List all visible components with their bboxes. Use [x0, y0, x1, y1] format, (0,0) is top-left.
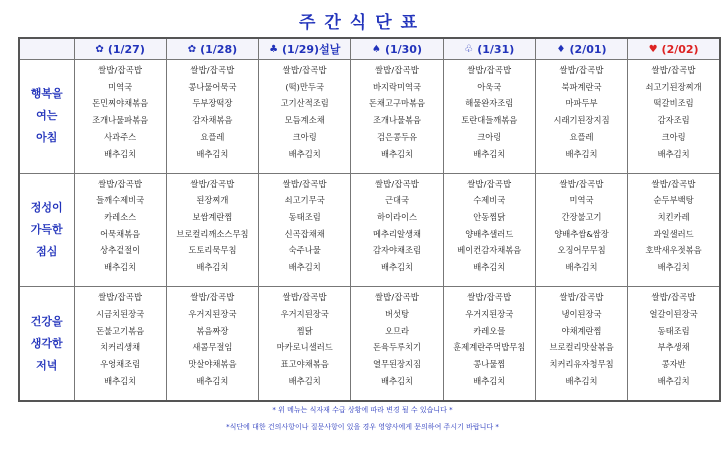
diamond-icon: ♦ — [556, 43, 566, 55]
menu-cell — [259, 287, 351, 401]
menu-item: 배추김치 — [196, 148, 229, 159]
menu-item: 카레오믈 — [473, 325, 506, 336]
menu-item: 쌀밥/잡곡밥 — [467, 65, 512, 75]
menu-item: 배추김치 — [657, 148, 690, 159]
meal-label: 행복을 여는 아침 — [19, 60, 74, 174]
menu-item: 조개나물파볶음 — [92, 115, 149, 126]
day-label: (1/30) — [384, 42, 422, 56]
menu-item: 순두부백탕 — [653, 195, 694, 206]
menu-item: 미역국 — [569, 195, 594, 206]
menu-cell — [166, 287, 258, 401]
menu-item: 마카로니샐러드 — [276, 342, 333, 353]
menu-item: 근대국 — [384, 195, 409, 206]
menu-item: 동태조림 — [288, 212, 321, 223]
menu-item: 베이컨감자채볶음 — [457, 245, 522, 256]
menu-cell — [443, 60, 535, 174]
menu-item: 배추김치 — [565, 262, 598, 273]
day-header — [628, 38, 720, 60]
menu-cell — [351, 60, 443, 174]
menu-item: 쌀밥/잡곡밥 — [467, 292, 512, 303]
menu-item: 콩자반 — [661, 359, 686, 370]
menu-item: 얼갈이된장국 — [649, 308, 698, 319]
menu-item: 쌀밥/잡곡밥 — [559, 178, 604, 189]
menu-item: 시금치된장국 — [96, 308, 145, 319]
menu-item: 토란대들깨볶음 — [461, 115, 518, 126]
menu-item: 새콤무절임 — [192, 342, 233, 353]
menu-item: 버섯탕 — [384, 308, 409, 319]
menu-item: 떡갈비조림 — [653, 98, 694, 109]
menu-item: 쌀밥/잡곡밥 — [190, 292, 235, 303]
day-label: (1/28) — [200, 42, 238, 56]
menu-item: 쇠고기무국 — [284, 195, 325, 206]
menu-item: 냉이된장국 — [561, 308, 602, 319]
menu-item: 호박새우젓볶음 — [645, 245, 702, 256]
menu-item: 어묵채볶음 — [100, 228, 141, 239]
menu-item: 우거지된장국 — [280, 308, 329, 319]
menu-item: 양배추쌈&쌈장 — [554, 228, 609, 239]
menu-item: 배추김치 — [473, 148, 506, 159]
menu-item: 안동찜닭 — [473, 212, 506, 223]
menu-cell — [628, 60, 720, 174]
menu-item: 수제비국 — [473, 195, 506, 206]
menu-item: 배추김치 — [380, 262, 414, 273]
clover-icon: ♣ — [269, 43, 279, 55]
menu-item: 메추리알생채 — [372, 228, 422, 239]
menu-item: 배추김치 — [565, 375, 598, 386]
day-label: (2/02) — [661, 42, 699, 56]
menu-item: 치킨카레 — [657, 212, 690, 223]
menu-item: 배추김치 — [565, 148, 598, 159]
menu-item: 쌀밥/잡곡밥 — [651, 292, 696, 303]
footer-note: * 위 메뉴는 식자재 수급 상황에 따라 변경 될 수 있습니다 * — [272, 406, 453, 414]
menu-item: 사과주스 — [104, 131, 137, 142]
menu-item: 우엉채조림 — [100, 359, 141, 370]
menu-item: 돈육두루치기 — [372, 342, 422, 353]
page-title: 주간식단표 — [298, 13, 427, 33]
day-header — [259, 38, 351, 60]
menu-item: 상추겉절이 — [100, 245, 141, 256]
corner-cell — [19, 38, 74, 60]
menu-cell — [628, 287, 720, 401]
menu-item: 우거지된장국 — [465, 308, 514, 319]
menu-item: 배추김치 — [657, 262, 690, 273]
menu-cell — [74, 173, 166, 287]
menu-item: 쌀밥/잡곡밥 — [282, 178, 327, 189]
menu-cell — [351, 287, 443, 401]
menu-item: 쌀밥/잡곡밥 — [190, 65, 235, 75]
menu-cell — [628, 173, 720, 287]
weekly-menu-table — [18, 37, 721, 402]
menu-item: 쌀밥/잡곡밥 — [559, 65, 604, 75]
menu-item: 쌀밥/잡곡밥 — [98, 292, 143, 303]
clover-icon: ♧ — [464, 43, 474, 55]
menu-item: 배추김치 — [104, 148, 137, 159]
meal-rows — [19, 60, 720, 402]
menu-item: 오므라 — [384, 325, 409, 336]
menu-cell — [535, 287, 627, 401]
menu-item: 간장불고기 — [561, 212, 602, 223]
menu-item: 배추김치 — [380, 375, 414, 386]
menu-item: 미역국 — [108, 81, 133, 92]
menu-item: 신곡잡채채 — [284, 228, 325, 239]
menu-item: 배추김치 — [288, 375, 321, 386]
menu-item: 쌀밥/잡곡밥 — [374, 65, 420, 75]
day-label: (1/31) — [477, 42, 515, 56]
menu-item: 열무된장지짐 — [372, 359, 422, 370]
menu-item: 야채계란찜 — [561, 325, 602, 336]
day-header-row — [19, 38, 720, 60]
menu-item: 아욱국 — [477, 81, 502, 92]
menu-item: 북파계란국 — [561, 81, 602, 92]
menu-item: 하이라이스 — [376, 212, 418, 223]
menu-item: 과일샐러드 — [653, 228, 694, 239]
menu-item: 배추김치 — [104, 262, 137, 273]
day-header — [166, 38, 258, 60]
day-label: (1/27) — [107, 42, 145, 56]
menu-item: 된장찌개 — [196, 195, 229, 206]
menu-item: 부추생채 — [657, 342, 690, 353]
menu-item: 크아링 — [477, 131, 502, 142]
meal-row — [19, 60, 720, 174]
menu-item: 바지락미역국 — [372, 81, 422, 92]
meal-label: 건강을 생각한 저녁 — [19, 287, 74, 401]
menu-item: 치커리유자청무침 — [549, 359, 614, 370]
menu-item: 표고야채볶음 — [280, 359, 329, 370]
menu-item: 쇠고기된장찌개 — [645, 81, 702, 92]
menu-item: 쌀밥/잡곡밥 — [98, 178, 143, 189]
menu-item: 브로컬리맛살볶음 — [549, 342, 614, 353]
menu-item: 오징어무무침 — [557, 245, 606, 256]
menu-item: 돈채고구마볶음 — [368, 98, 426, 109]
menu-cell — [351, 173, 443, 287]
menu-item: 쌀밥/잡곡밥 — [559, 292, 604, 303]
menu-item: 양배추샐러드 — [465, 228, 514, 239]
menu-item: 쌀밥/잡곡밥 — [651, 65, 696, 75]
menu-cell — [166, 173, 258, 287]
menu-item: (떡)만두국 — [285, 81, 324, 92]
menu-item: 숙주나물 — [288, 245, 321, 256]
flower-icon: ✿ — [187, 43, 197, 55]
menu-cell — [443, 173, 535, 287]
menu-item: 찜닭 — [296, 325, 313, 336]
menu-item: 쌀밥/잡곡밥 — [651, 178, 696, 189]
menu-item: 쌀밥/잡곡밥 — [282, 65, 327, 75]
menu-item: 브로컬리깨소스무침 — [176, 228, 249, 239]
heart-icon: ♥ — [648, 43, 658, 55]
menu-item: 모듬계소채 — [284, 115, 325, 126]
menu-item: 볶음짜장 — [196, 325, 229, 336]
menu-item: 도토리묵무침 — [188, 245, 237, 256]
menu-item: 감자조림 — [657, 115, 690, 126]
menu-item: 쌀밥/잡곡밥 — [98, 65, 143, 75]
menu-item: 들깨수제비국 — [96, 195, 145, 206]
menu-item: 배추김치 — [473, 262, 506, 273]
menu-item: 카레소스 — [104, 212, 137, 223]
menu-item: 감자야채조림 — [372, 245, 422, 256]
menu-cell — [259, 60, 351, 174]
menu-cell — [166, 60, 258, 174]
menu-item: 배추김치 — [380, 148, 414, 159]
menu-item: 조개나물볶음 — [372, 115, 422, 126]
menu-item: 쌀밥/잡곡밥 — [374, 292, 420, 303]
day-label: (2/01) — [569, 42, 607, 56]
menu-item: 검은콩두유 — [376, 131, 418, 142]
menu-item: 우거지된장국 — [188, 308, 237, 319]
menu-item: 요플레 — [569, 131, 594, 142]
menu-cell — [535, 60, 627, 174]
menu-item: 두부장떡장 — [192, 98, 233, 109]
day-header — [351, 38, 443, 60]
menu-item: 동태조림 — [657, 325, 690, 336]
menu-item: 맛살야채볶음 — [188, 359, 237, 370]
footer-contact-note: *식단에 대한 건의사항이나 질문사항이 있을 경우 영양사에게 문의하여 주시기 바랍니다 * — [226, 423, 499, 431]
menu-item: 배추김치 — [288, 148, 321, 159]
meal-row — [19, 173, 720, 287]
menu-cell — [443, 287, 535, 401]
menu-item: 보쌈계란찜 — [192, 212, 233, 223]
menu-cell — [535, 173, 627, 287]
meal-label: 정성이 가득한 점심 — [19, 173, 74, 287]
day-header — [535, 38, 627, 60]
menu-item: 배추김치 — [196, 262, 229, 273]
menu-item: 콩나물어묵국 — [188, 81, 237, 92]
menu-item: 쌀밥/잡곡밥 — [374, 178, 420, 189]
menu-item: 고기산적조림 — [280, 98, 329, 109]
day-header — [74, 38, 166, 60]
menu-item: 돈민찌야채볶음 — [92, 98, 149, 109]
menu-item: 쌀밥/잡곡밥 — [282, 292, 327, 303]
menu-item: 마파두부 — [565, 98, 598, 109]
spade-icon: ♠ — [371, 43, 381, 55]
menu-item: 크아링 — [661, 131, 686, 142]
menu-item: 배추김치 — [657, 375, 690, 386]
menu-item: 돈불고기볶음 — [96, 325, 145, 336]
menu-item: 배추김치 — [288, 262, 321, 273]
menu-item: 배추김치 — [473, 375, 506, 386]
menu-item: 배추김치 — [104, 375, 137, 386]
menu-item: 요플레 — [200, 131, 225, 142]
flower-icon: ✿ — [95, 43, 104, 55]
menu-item: 치커리생채 — [100, 342, 141, 353]
menu-cell — [259, 173, 351, 287]
meal-row — [19, 287, 720, 401]
menu-item: 훈제계란주먹밥무침 — [453, 342, 526, 353]
menu-item: 시래기된장지짐 — [553, 115, 610, 126]
menu-item: 쌀밥/잡곡밥 — [190, 178, 235, 189]
menu-item: 콩나물찜 — [473, 359, 506, 370]
day-label: (1/29)설날 — [282, 43, 341, 56]
menu-item: 해물완자조림 — [465, 98, 514, 109]
menu-item: 감자채볶음 — [192, 115, 233, 126]
menu-cell — [74, 287, 166, 401]
day-header — [443, 38, 535, 60]
menu-item: 크아링 — [292, 131, 317, 142]
menu-item: 배추김치 — [196, 375, 229, 386]
menu-cell — [74, 60, 166, 174]
menu-item: 쌀밥/잡곡밥 — [467, 178, 512, 189]
